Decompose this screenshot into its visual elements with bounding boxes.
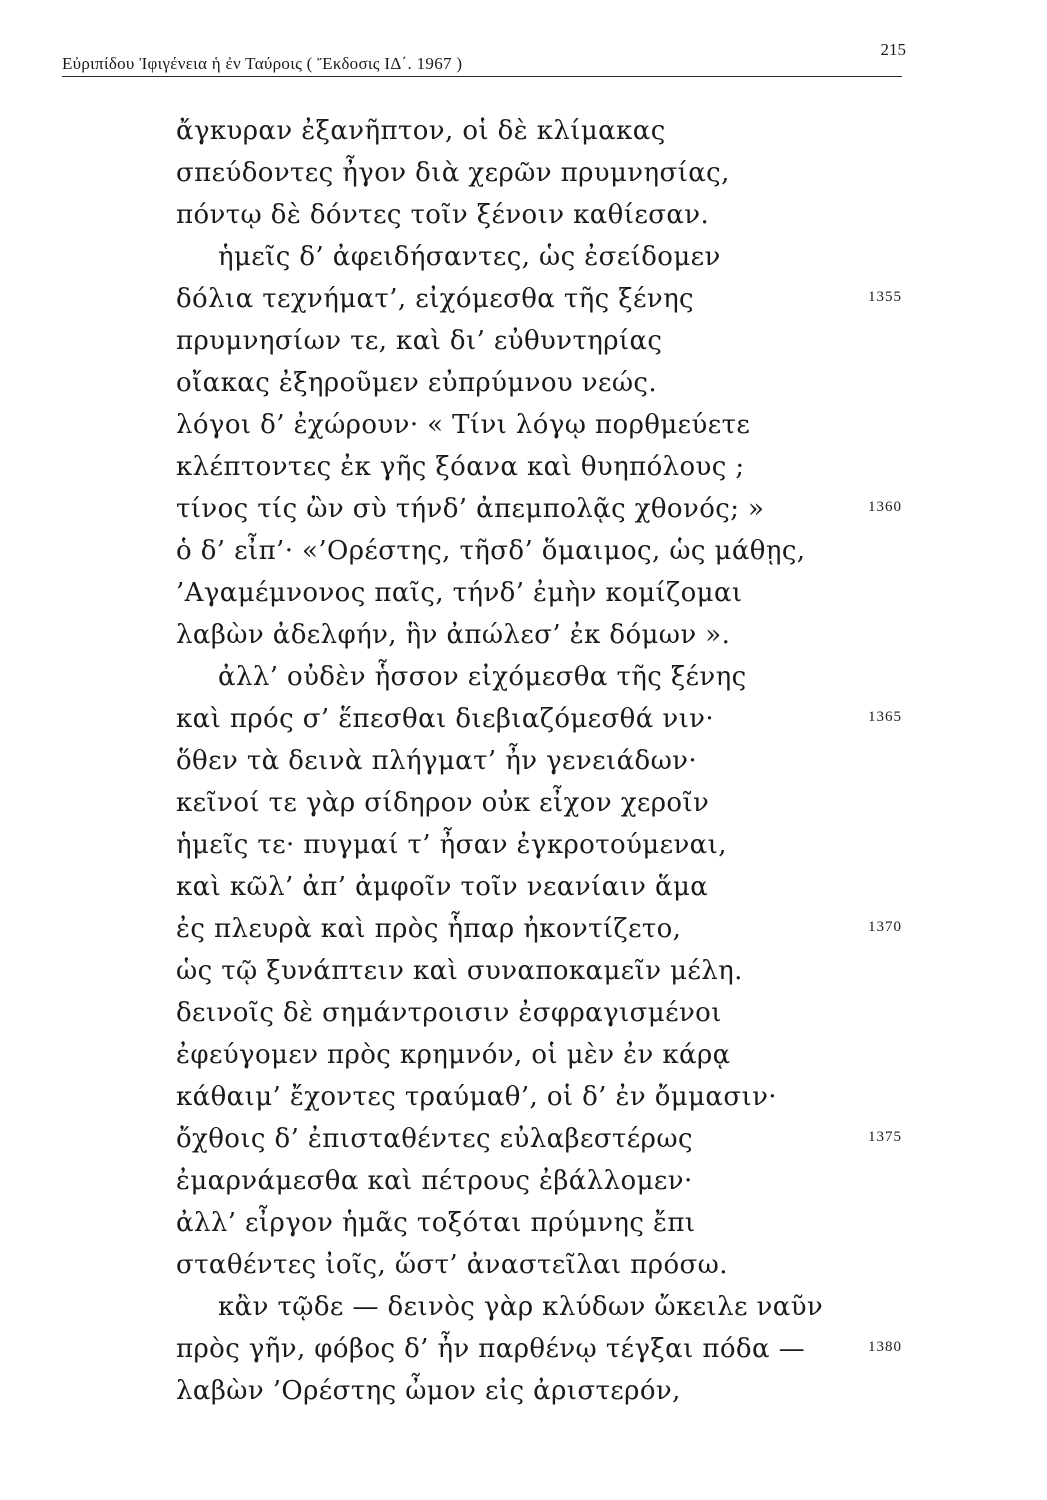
- verse-line: ὁ δ’ εἶπ’· «’Ορέστης, τῆσδ’ ὅμαιμος, ὡς μάθῃς,: [176, 536, 806, 566]
- verse-line: ὄχθοις δ’ ἐπισταθέντες εὐλαβεστέρως: [176, 1124, 693, 1154]
- verse-line: ἐφεύγομεν πρὸς κρημνόν, οἱ μὲν ἐν κάρᾳ: [176, 1040, 731, 1070]
- verse-line: κάθαιμ’ ἔχοντες τραύμαθ’, οἱ δ’ ἐν ὄμμασιν·: [176, 1082, 777, 1112]
- verse-line: ὅθεν τὰ δεινὰ πλήγματ’ ἦν γενειάδων·: [176, 746, 698, 776]
- verse-line: ὡς τῷ ξυνάπτειν καὶ συναποκαμεῖν μέλη.: [176, 956, 743, 986]
- verse-line: καὶ πρός σ’ ἕπεσθαι διεβιαζόμεσθά νιν·: [176, 704, 715, 734]
- verse-line: σταθέντες ἰοῖς, ὥστ’ ἀναστεῖλαι πρόσω.: [176, 1250, 728, 1280]
- verse-line: ἡμεῖς τε· πυγμαί τ’ ἦσαν ἐγκροτούμεναι,: [176, 830, 727, 860]
- verse-line: ἀλλ’ οὐδὲν ἧσσον εἰχόμεσθα τῆς ξένης: [218, 662, 747, 692]
- verse-line: ἡμεῖς δ’ ἀφειδήσαντες, ὡς ἐσείδομεν: [218, 242, 721, 272]
- verse-line: κεῖνοί τε γὰρ σίδηρον οὐκ εἶχον χεροῖν: [176, 788, 710, 818]
- line-number: 1370: [868, 919, 902, 935]
- verse-line: τίνος τίς ὢν σὺ τήνδ’ ἀπεμπολᾷς χθονός; »: [176, 494, 765, 524]
- verse-line: δεινοῖς δὲ σημάντροισιν ἐσφραγισμένοι: [176, 998, 722, 1028]
- line-number: 1375: [868, 1129, 902, 1145]
- verse-line: κλέπτοντες ἐκ γῆς ξόανα καὶ θυηπόλους ;: [176, 452, 745, 482]
- verse-line: ἐς πλευρὰ καὶ πρὸς ἧπαρ ἠκοντίζετο,: [176, 914, 682, 944]
- verse-line: πόντῳ δὲ δόντες τοῖν ξένοιν καθίεσαν.: [176, 200, 710, 230]
- verse-line: ’Αγαμέμνονος παῖς, τήνδ’ ἐμὴν κομίζομαι: [176, 578, 743, 608]
- page-number: 215: [880, 40, 906, 59]
- verse-line: κἂν τῷδε — δεινὸς γὰρ κλύδων ὤκειλε ναῦν: [218, 1292, 824, 1322]
- verse-line: πρὸς γῆν, φόβος δ’ ἦν παρθένῳ τέγξαι πόδα —: [176, 1334, 805, 1364]
- verse-line: καὶ κῶλ’ ἀπ’ ἀμφοῖν τοῖν νεανίαιν ἅμα: [176, 872, 709, 902]
- verse-line: ἐμαρνάμεσθα καὶ πέτρους ἐβάλλομεν·: [176, 1166, 693, 1196]
- verse-line: λαβὼν ’Ορέστης ὦμον εἰς ἀριστερόν,: [176, 1376, 681, 1406]
- running-title: Εὐριπίδου Ἰφιγένεια ἡ ἐν Ταύροις ( Ἔκδοσις ΙΔ΄. 1967 ): [62, 54, 463, 73]
- verse-line: δόλια τεχνήματ’, εἰχόμεσθα τῆς ξένης: [176, 284, 695, 314]
- verse-line: ἀλλ’ εἶργον ἡμᾶς τοξόται πρύμνης ἔπι: [176, 1208, 696, 1238]
- line-number: 1380: [868, 1339, 902, 1355]
- verse-line: λόγοι δ’ ἐχώρουν· « Τίνι λόγῳ πορθμεύετε: [176, 410, 751, 440]
- verse-line: σπεύδοντες ἦγον διὰ χερῶν πρυμνησίας,: [176, 158, 730, 188]
- verse-line: λαβὼν ἀδελφήν, ἣν ἀπώλεσ’ ἐκ δόμων ».: [176, 620, 731, 650]
- verse-line: πρυμνησίων τε, καὶ δι’ εὐθυντηρίας: [176, 326, 663, 356]
- verse-line: οἴακας ἐξηροῦμεν εὐπρύμνου νεώς.: [176, 368, 658, 398]
- line-number: 1355: [868, 289, 902, 305]
- verse-line: ἄγκυραν ἐξανῆπτον, οἱ δὲ κλίμακας: [176, 116, 666, 146]
- line-number: 1360: [868, 499, 902, 515]
- line-number: 1365: [868, 709, 902, 725]
